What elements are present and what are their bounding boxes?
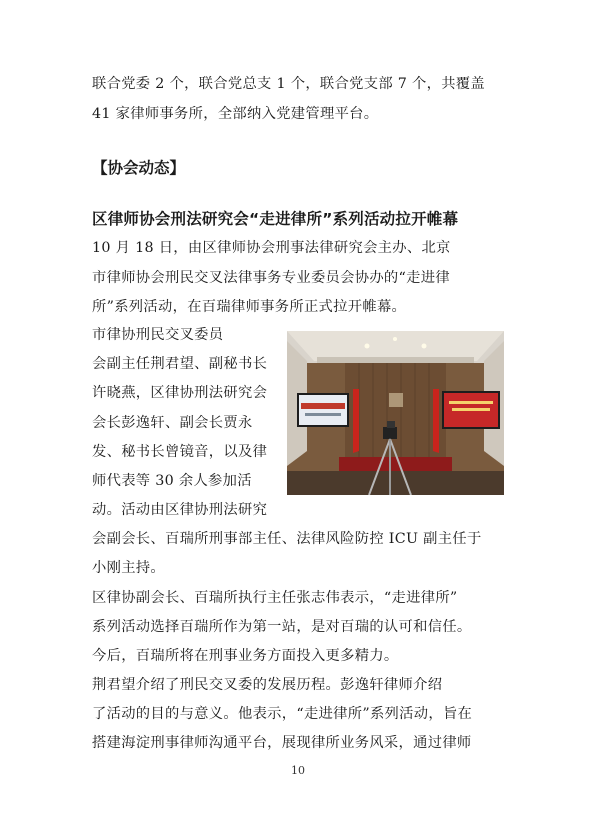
paragraph-2-line-2: 会副主任荆君望、副秘书长 [92,356,268,372]
paragraph-1-line-3: 所”系列活动，在百瑞律师事务所正式拉开帷幕。 [92,299,407,315]
paragraph-2-line-5: 发、秘书长曾镜音，以及律 [92,444,268,460]
paragraph-2-line-3: 许晓燕，区律协刑法研究会 [92,385,268,401]
intro-line-2: 41 家律师事务所，全部纳入党建管理平台。 [92,106,379,122]
page-number: 10 [291,764,305,777]
paragraph-2-line-4: 会长彭逸轩、副会长贾永 [92,415,253,431]
paragraph-2-line-8: 会副会长、百瑞所刑事部主任、法律风险防控 ICU 副主任于 [92,531,482,547]
intro-line-1: 联合党委 2 个，联合党总支 1 个，联合党支部 7 个，共覆盖 [92,76,485,92]
article-title: 区律师协会刑法研究会“走进律所”系列活动拉开帷幕 [92,210,459,228]
paragraph-3-line-2: 系列活动选择百瑞所作为第一站，是对百瑞的认可和信任。 [92,619,472,635]
paragraph-4-line-1: 荆君望介绍了刑民交叉委的发展历程。彭逸轩律师介绍 [92,677,443,693]
paragraph-1-line-1: 10 月 18 日，由区律师协会刑事法律研究会主办、北京 [92,240,451,256]
paragraph-2-line-7: 动。活动由区律协刑法研究 [92,502,268,518]
section-heading: 【协会动态】 [92,159,186,177]
paragraph-4-line-3: 搭建海淀刑事律师沟通平台，展现律所业务风采，通过律师 [92,735,472,751]
paragraph-1-line-2: 市律师协会刑民交叉法律事务专业委员会协办的“走进律 [92,270,450,286]
paragraph-3-line-3: 今后，百瑞所将在刑事业务方面投入更多精力。 [92,648,399,664]
paragraph-2-line-6: 师代表等 30 余人参加活 [92,473,252,489]
paragraph-4-line-2: 了活动的目的与意义。他表示，“走进律所”系列活动，旨在 [92,706,473,722]
paragraph-2-line-1: 市律协刑民交叉委员 [92,327,224,343]
paragraph-3-line-1: 区律协副会长、百瑞所执行主任张志伟表示，“走进律所” [92,590,458,606]
paragraph-2-line-9: 小刚主持。 [92,560,165,576]
event-photo [287,331,504,495]
